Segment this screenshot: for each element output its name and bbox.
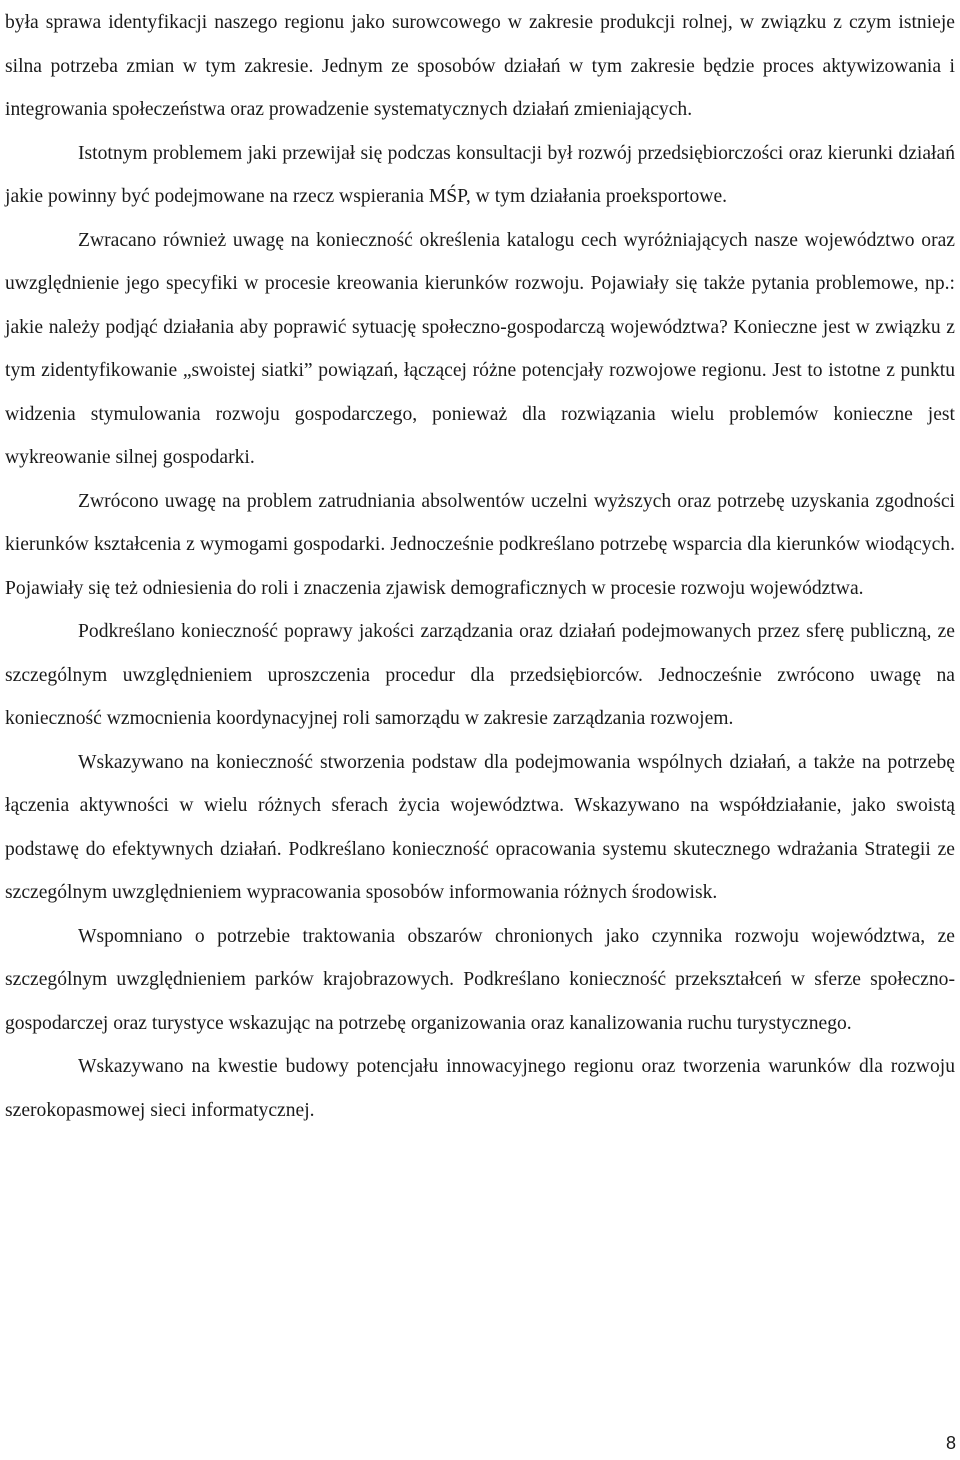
paragraph-cooperation: Wskazywano na konieczność stworzenia podstaw dla podejmowania wspólnych działań, a także na potrzebę łączenia aktywności w wielu różnych sferach życia województwa. Wskazywano na współdziałanie, jako swoistą podstawę do efektywnych działań. Podkreślano konieczność opracowania systemu skutecznego wdrażania Strategii ze szczególnym uwzględnieniem wypracowania sposobów informowania różnych środowisk. xyxy=(5,751,955,903)
paragraph-graduate-employment: Zwrócono uwagę na problem zatrudniania absolwentów uczelni wyższych oraz potrzebę uzyskania zgodności kierunków kształcenia z wymogami gospodarki. Jednocześnie podkreślano potrzebę wsparcia dla kierunków wiodących. Pojawiały się też odniesienia do roli i znaczenia zjawisk demograficznych w procesie rozwoju województwa. xyxy=(5,490,955,599)
paragraph-continuation: była sprawa identyfikacji naszego regionu jako surowcowego w zakresie produkcji rolnej, w związku z czym istnieje silna potrzeba zmian w tym zakresie. Jednym ze sposobów działań w tym zakresie będzie proces aktywizowania i integrowania społeczeństwa oraz prowadzenie systematycznych działań zmieniających. xyxy=(5,12,955,120)
paragraph-management-quality: Podkreślano konieczność poprawy jakości zarządzania oraz działań podejmowanych przez sferę publiczną, ze szczególnym uwzględnieniem uproszczenia procedur dla przedsiębiorców. Jednocześnie zwrócono uwagę na konieczność wzmocnienia koordynacyjnej roli samorządu w zakresie zarządzania rozwojem. xyxy=(5,621,955,729)
paragraph-innovation: Wskazywano na kwestie budowy potencjału innowacyjnego regionu oraz tworzenia warunków dla rozwoju szerokopasmowej sieci informatycznej. xyxy=(5,1056,955,1121)
paragraph-entrepreneurship: Istotnym problemem jaki przewijał się podczas konsultacji był rozwój przedsiębiorczości oraz kierunki działań jakie powinny być podejmowane na rzecz wspierania MŚP, w tym działania proeksportowe. xyxy=(5,142,955,207)
paragraph-protected-areas: Wspomniano o potrzebie traktowania obszarów chronionych jako czynnika rozwoju województwa, ze szczególnym uwzględnieniem parków krajobrazowych. Podkreślano konieczność przekształceń w sferze społeczno-gospodarczej oraz turystyce wskazując na potrzebę organizowania oraz kanalizowania ruchu turystycznego. xyxy=(5,925,955,1034)
page-number: 8 xyxy=(945,1433,956,1453)
document-body xyxy=(5,1,955,1132)
paragraph-regional-features: Zwracano również uwagę na konieczność określenia katalogu cech wyróżniających nasze województwo oraz uwzględnienie jego specyfiki w procesie kreowania kierunków rozwoju. Pojawiały się także pytania problemowe, np.: jakie należy podjąć działania aby poprawić sytuację społeczno-gospodarczą województwa? Konieczne jest w związku z tym zidentyfikowanie „swoistej siatki” powiązań, łączącej różne potencjały rozwojowe regionu. Jest to istotne z punktu widzenia stymulowania rozwoju gospodarczego, ponieważ dla rozwiązania wielu problemów konieczne jest wykreowanie silnej gospodarki. xyxy=(5,229,955,468)
